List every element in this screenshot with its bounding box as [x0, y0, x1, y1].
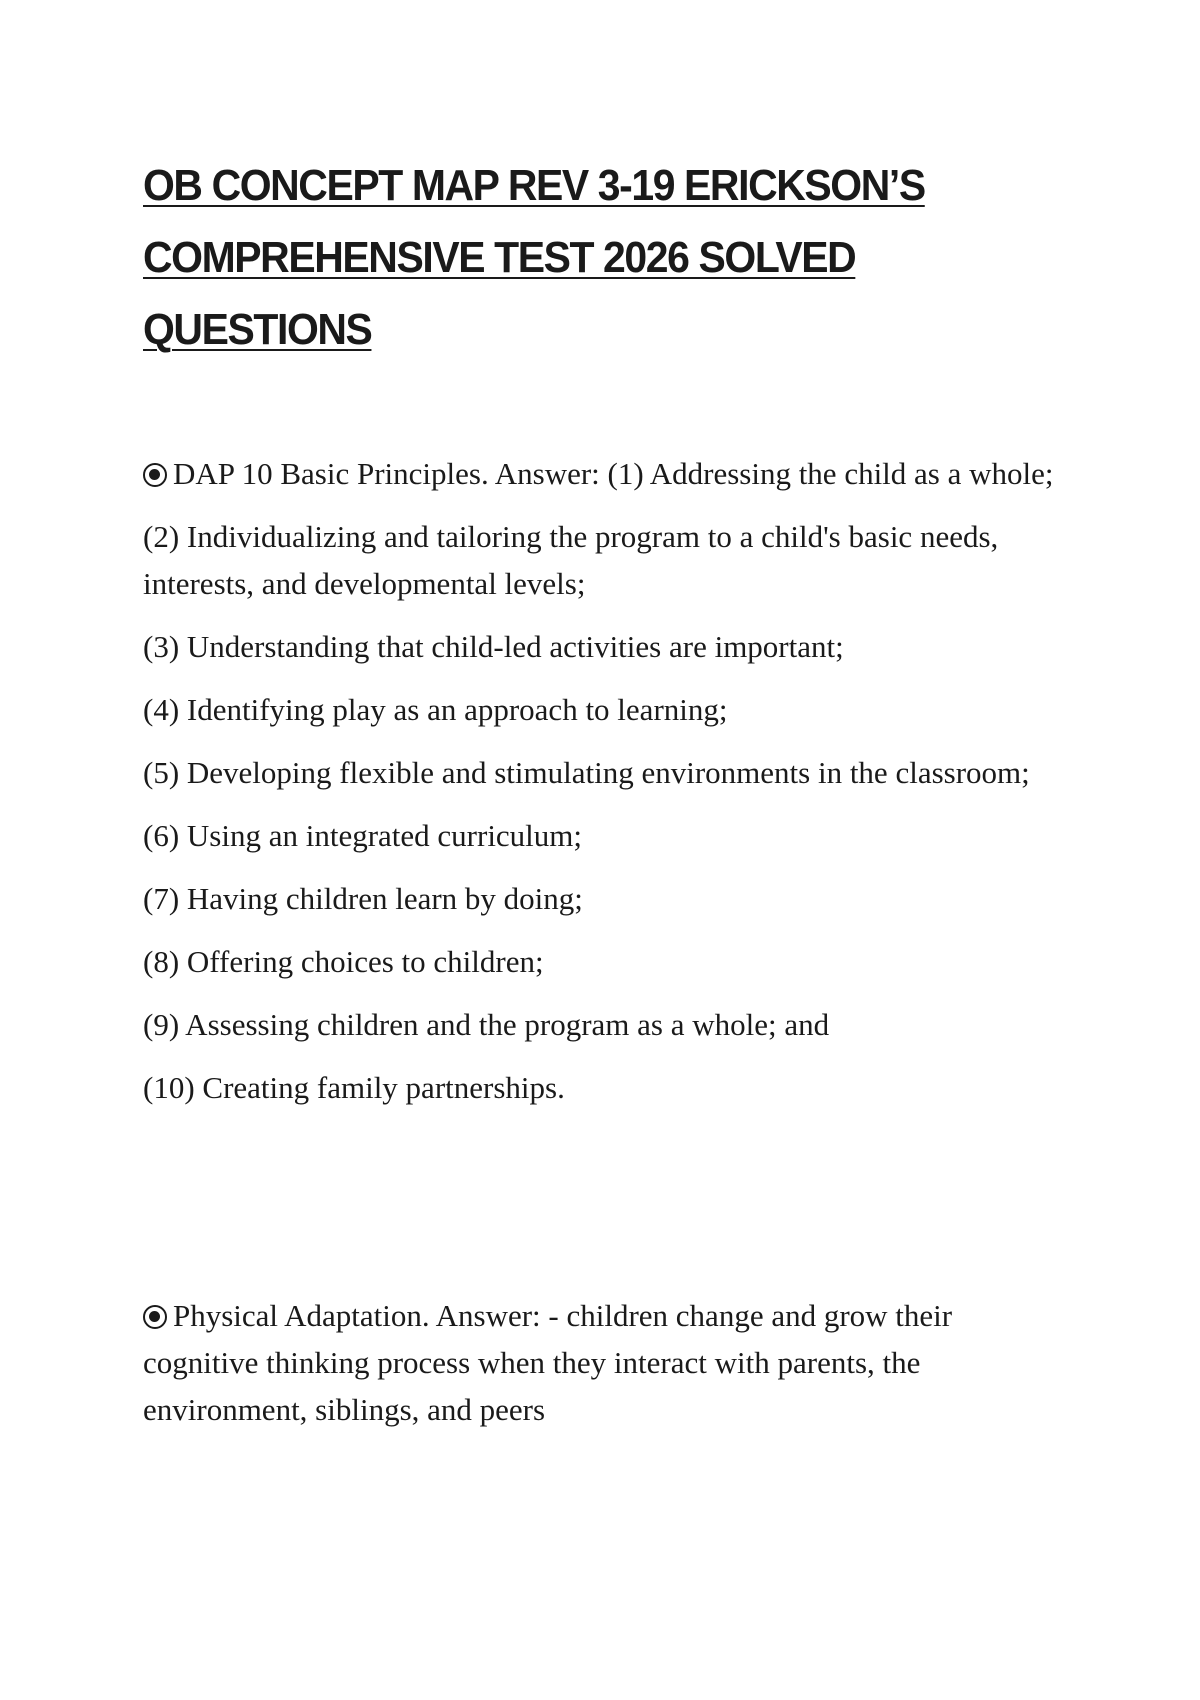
question-lead-text: Physical Adaptation. Answer: - children change and grow their cognitive thinking process when they interact with parents, the environment, siblings, and peers [143, 1298, 953, 1427]
answer-item: (4) Identifying play as an approach to learning; [143, 692, 728, 727]
answer-item: (6) Using an integrated curriculum; [143, 818, 583, 853]
radio-bullet-icon [143, 463, 167, 487]
document-title [143, 150, 1073, 366]
answer-item: (2) Individualizing and tailoring the program to a child's basic needs, interests, and developmental levels; [143, 519, 999, 601]
question-lead [143, 1292, 1063, 1433]
title-line: OB CONCEPT MAP REV 3-19 ERICKSON’S [143, 161, 925, 210]
question-dap-principles [143, 450, 1063, 1111]
answer-item: (5) Developing flexible and stimulating environments in the classroom; [143, 755, 1030, 790]
title-line: COMPREHENSIVE TEST 2026 SOLVED [143, 233, 856, 282]
answer-item: (8) Offering choices to children; [143, 944, 544, 979]
answer-item: (3) Understanding that child-led activities are important; [143, 629, 844, 664]
question-lead-text: DAP 10 Basic Principles. Answer: (1) Addressing the child as a whole; [173, 456, 1054, 491]
answer-item: (7) Having children learn by doing; [143, 881, 583, 916]
title-line: QUESTIONS [143, 305, 372, 354]
document-page [143, 150, 1063, 1427]
radio-bullet-icon [143, 1305, 167, 1329]
question-lead [143, 450, 1063, 497]
answer-item: (10) Creating family partnerships. [143, 1070, 565, 1105]
answer-item: (9) Assessing children and the program as a whole; and [143, 1007, 830, 1042]
question-physical-adaptation [143, 1292, 1063, 1433]
